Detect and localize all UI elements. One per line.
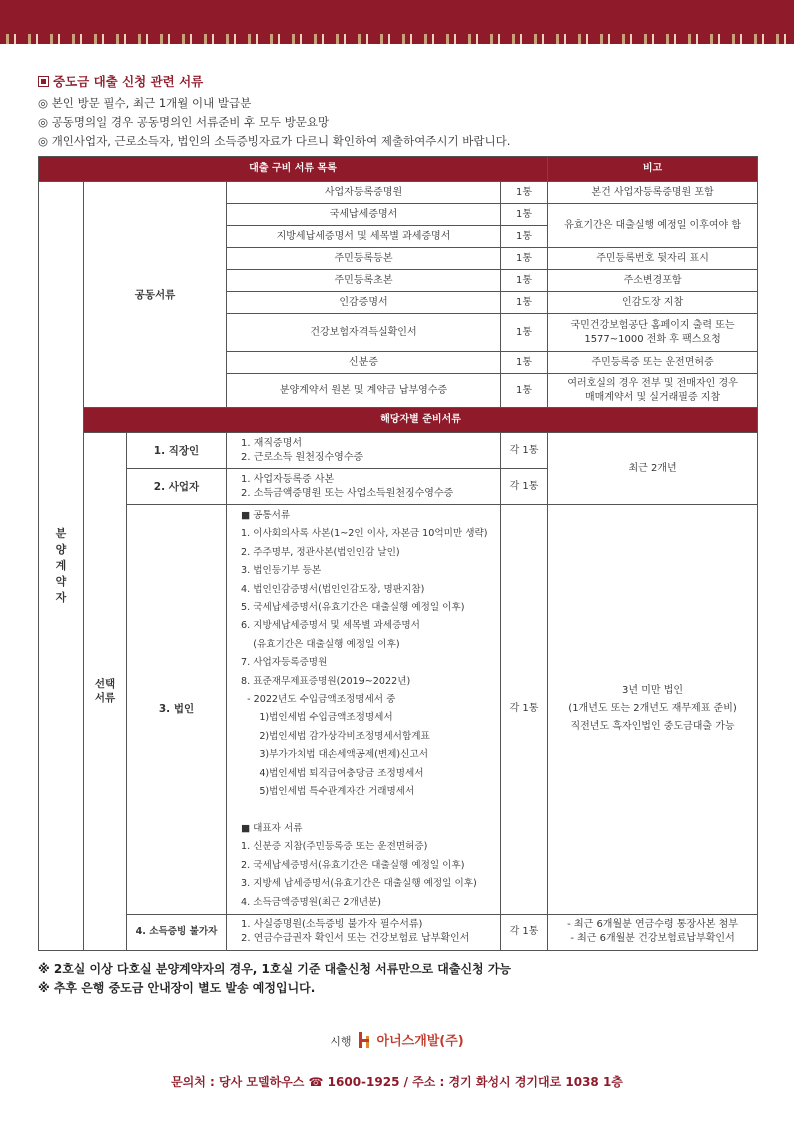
note-cell: 주소변경포함	[548, 270, 758, 292]
noproof-docs: 1. 사실증명원(소득증빙 불가자 필수서류) 2. 연금수급권자 확인서 또는 건강보험료 납부확인서	[227, 914, 501, 950]
doc-cell: 주민등록등본	[227, 248, 501, 270]
applicant-label: 분 양 계 약 자	[39, 182, 84, 951]
header-note: ◎ 본인 방문 필수, 최근 1개월 이내 발급분	[38, 96, 252, 110]
common-docs-label: 공동서류	[84, 182, 227, 408]
qty-cell: 1통	[501, 352, 548, 374]
doc-cell: 국세납세증명서	[227, 204, 501, 226]
top-banner	[0, 0, 794, 38]
select-docs-label: 선택 서류	[84, 433, 127, 951]
employee-label: 1. 직장인	[127, 433, 227, 469]
qty-cell: 1통	[501, 292, 548, 314]
table-row	[39, 408, 758, 433]
noproof-label: 4. 소득증빙 불가자	[127, 914, 227, 950]
document-header	[38, 72, 758, 151]
doc-cell: 주민등록초본	[227, 270, 501, 292]
qty-cell: 각 1통	[501, 433, 548, 469]
note-cell: 여러호실의 경우 전부 및 전매자인 경우 매매계약서 및 실거래필증 지참	[548, 374, 758, 408]
table-row	[39, 914, 758, 950]
banner-pattern	[0, 34, 794, 44]
footer-note: ※ 2호실 이상 다호실 분양계약자의 경우, 1호실 기준 대출신청 서류만으로 대출신청 가능	[38, 962, 512, 976]
business-label: 2. 사업자	[127, 469, 227, 505]
corp-docs: ■ 공통서류 1. 이사회의사록 사본(1~2인 이사, 자본금 10억미만 생략) 2. 주주명부, 정관사본(법인인감 날인) 3. 법인등기부 등본 4. 법인인감증명서(법인인감도장, 명판지참) 5. 국세납세증명서(유효기간은 대출실행 예정일 이후) 6. 지방세납세증명서 및 세목별 과세증명서 (유효기간은 대출실행 예정일 이후) 7. 사업자등록증명원 8. 표준재무제표증명원(2019~2022년) - 2022년도 수입금액조정명세서 중 1)법인세법 수입금액조정명세서 2)법인세법 감가상각비조정명세서합계표 3)부가가치법 대손세액공제(변제)신고서 4)법인세법 퇴직급여충당금 조정명세서 5)법인세법 특수관계자간 거래명세서 ■ 대표자 서류 1. 신분증 지참(주민등록증 또는 운전면허증) 2. 국세납세증명서(유효기간은 대출실행 예정일 이후) 3. 지방세 납세증명서(유효기간은 대출실행 예정일 이후) 4. 소득금액증명원(최근 2개년분)	[227, 505, 501, 915]
corp-note: 3년 미만 법인 (1개년도 또는 2개년도 재무제표 준비) 직전년도 흑자인법인 중도금대출 가능	[548, 505, 758, 915]
footer-notes	[38, 960, 511, 998]
note-cell: 국민건강보험공단 홈페이지 출력 또는 1577~1000 전화 후 팩스요청	[548, 314, 758, 352]
qty-cell: 1통	[501, 248, 548, 270]
footer-note: ※ 추후 은행 중도금 안내장이 별도 발송 예정입니다.	[38, 981, 316, 995]
note-cell: 유효기간은 대출실행 예정일 이후여야 함	[548, 204, 758, 248]
documents-table	[38, 156, 758, 951]
doc-cell: 사업자등록증명원	[227, 182, 501, 204]
qty-cell: 1통	[501, 270, 548, 292]
qty-cell: 1통	[501, 226, 548, 248]
company-line	[0, 1030, 794, 1049]
qty-cell: 각 1통	[501, 505, 548, 915]
select-docs-header: 해당자별 준비서류	[84, 408, 758, 433]
business-docs: 1. 사업자등록증 사본 2. 소득금액증명원 또는 사업소득원천징수영수증	[227, 469, 501, 505]
table-header-row	[39, 157, 758, 182]
table-row	[39, 182, 758, 204]
doc-cell: 지방세납세증명서 및 세목별 과세증명서	[227, 226, 501, 248]
h-logo-icon	[358, 1031, 370, 1049]
qty-cell: 각 1통	[501, 469, 548, 505]
contact-info: 문의처 : 당사 모델하우스 ☎ 1600-1925 / 주소 : 경기 화성시 경기대로 1038 1층	[171, 1075, 623, 1089]
note-cell: 본건 사업자등록증명원 포함	[548, 182, 758, 204]
note-cell: 주민등록증 또는 운전면허증	[548, 352, 758, 374]
table-row	[39, 433, 758, 469]
qty-cell: 1통	[501, 182, 548, 204]
table-row	[39, 505, 758, 915]
header-docs: 대출 구비 서류 목록	[39, 157, 548, 182]
corp-label: 3. 법인	[127, 505, 227, 915]
doc-cell: 신분증	[227, 352, 501, 374]
company-name: 아너스개발(주)	[376, 1034, 464, 1049]
section-title: 중도금 대출 신청 관련 서류	[38, 72, 758, 90]
header-note: ◎ 공동명의일 경우 공동명의인 서류준비 후 모두 방문요망	[38, 115, 330, 129]
emp-biz-note: 최근 2개년	[548, 433, 758, 505]
noproof-note: - 최근 6개월분 연금수령 통장사본 첨부 - 최근 6개월분 건강보험료납부확인서	[548, 914, 758, 950]
square-bullet-icon	[38, 76, 49, 87]
qty-cell: 1통	[501, 314, 548, 352]
company-prefix: 시행	[330, 1035, 352, 1048]
note-cell: 인감도장 지참	[548, 292, 758, 314]
doc-cell: 분양계약서 원본 및 계약금 납부영수증	[227, 374, 501, 408]
qty-cell: 1통	[501, 204, 548, 226]
doc-cell: 건강보험자격득실확인서	[227, 314, 501, 352]
employee-docs: 1. 재직증명서 2. 근로소득 원천징수영수증	[227, 433, 501, 469]
qty-cell: 각 1통	[501, 914, 548, 950]
header-note: 비고	[548, 157, 758, 182]
qty-cell: 1통	[501, 374, 548, 408]
note-cell: 주민등록번호 뒷자리 표시	[548, 248, 758, 270]
doc-cell: 인감증명서	[227, 292, 501, 314]
header-note: ◎ 개인사업자, 근로소득자, 법인의 소득증빙자료가 다르니 확인하여 제출하여주시기 바랍니다.	[38, 134, 511, 148]
